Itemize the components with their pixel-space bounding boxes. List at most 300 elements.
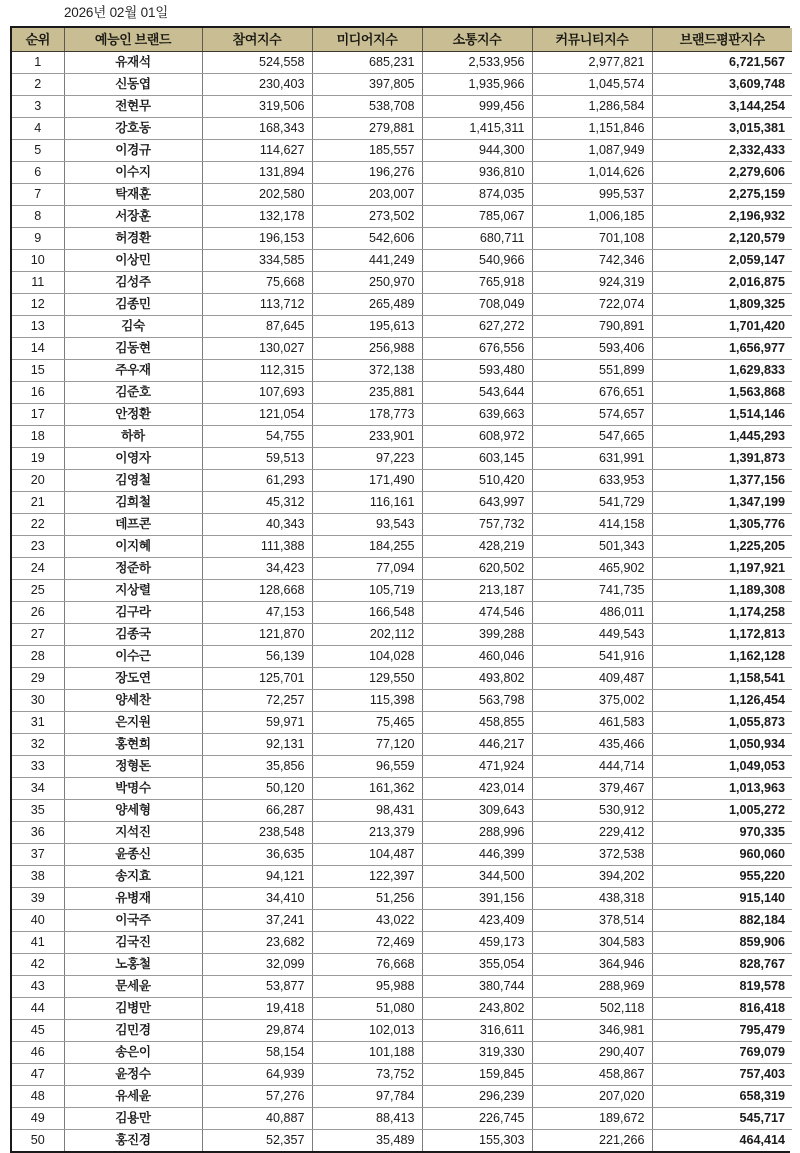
cell-communication: 563,798: [422, 690, 532, 712]
table-row[interactable]: [12, 536, 792, 558]
table-row[interactable]: [12, 360, 792, 382]
cell-media: 97,223: [312, 448, 422, 470]
cell-community: 2,977,821: [532, 52, 652, 74]
table-row[interactable]: [12, 976, 792, 998]
cell-brand: 김국진: [64, 932, 202, 954]
column-header-participation: 참여지수: [202, 28, 312, 52]
cell-participation: 66,287: [202, 800, 312, 822]
cell-brand: 하하: [64, 426, 202, 448]
cell-participation: 57,276: [202, 1086, 312, 1108]
cell-participation: 121,870: [202, 624, 312, 646]
cell-participation: 524,558: [202, 52, 312, 74]
table-row[interactable]: [12, 96, 792, 118]
cell-rank: 20: [12, 470, 64, 492]
cell-communication: 423,409: [422, 910, 532, 932]
cell-communication: 460,046: [422, 646, 532, 668]
cell-total: 2,120,579: [652, 228, 792, 250]
cell-community: 1,151,846: [532, 118, 652, 140]
table-row[interactable]: [12, 140, 792, 162]
cell-participation: 112,315: [202, 360, 312, 382]
cell-community: 207,020: [532, 1086, 652, 1108]
cell-media: 542,606: [312, 228, 422, 250]
table-row[interactable]: [12, 426, 792, 448]
cell-media: 88,413: [312, 1108, 422, 1130]
cell-brand: 전현무: [64, 96, 202, 118]
cell-participation: 35,856: [202, 756, 312, 778]
cell-communication: 608,972: [422, 426, 532, 448]
cell-brand: 서장훈: [64, 206, 202, 228]
cell-participation: 319,506: [202, 96, 312, 118]
cell-brand: 정형돈: [64, 756, 202, 778]
cell-rank: 1: [12, 52, 64, 74]
cell-rank: 2: [12, 74, 64, 96]
cell-total: 1,701,420: [652, 316, 792, 338]
cell-communication: 765,918: [422, 272, 532, 294]
cell-participation: 128,668: [202, 580, 312, 602]
table-row[interactable]: [12, 580, 792, 602]
cell-community: 924,319: [532, 272, 652, 294]
table-row[interactable]: [12, 888, 792, 910]
cell-brand: 이수근: [64, 646, 202, 668]
cell-media: 116,161: [312, 492, 422, 514]
table-row[interactable]: [12, 910, 792, 932]
cell-media: 72,469: [312, 932, 422, 954]
cell-rank: 28: [12, 646, 64, 668]
cell-rank: 38: [12, 866, 64, 888]
cell-rank: 35: [12, 800, 64, 822]
table-row[interactable]: [12, 712, 792, 734]
table-row[interactable]: [12, 602, 792, 624]
cell-participation: 168,343: [202, 118, 312, 140]
cell-brand: 송은이: [64, 1042, 202, 1064]
cell-community: 189,672: [532, 1108, 652, 1130]
cell-rank: 13: [12, 316, 64, 338]
cell-rank: 31: [12, 712, 64, 734]
cell-brand: 이상민: [64, 250, 202, 272]
cell-communication: 243,802: [422, 998, 532, 1020]
cell-brand: 주우재: [64, 360, 202, 382]
cell-total: 1,005,272: [652, 800, 792, 822]
cell-communication: 458,855: [422, 712, 532, 734]
cell-community: 742,346: [532, 250, 652, 272]
cell-rank: 19: [12, 448, 64, 470]
cell-community: 501,343: [532, 536, 652, 558]
cell-total: 6,721,567: [652, 52, 792, 74]
cell-brand: 송지효: [64, 866, 202, 888]
table-row[interactable]: [12, 690, 792, 712]
cell-community: 449,543: [532, 624, 652, 646]
table-row[interactable]: [12, 74, 792, 96]
cell-brand: 이수지: [64, 162, 202, 184]
cell-rank: 40: [12, 910, 64, 932]
cell-brand: 안정환: [64, 404, 202, 426]
cell-participation: 72,257: [202, 690, 312, 712]
table-row[interactable]: [12, 1130, 792, 1152]
cell-communication: 603,145: [422, 448, 532, 470]
cell-total: 1,347,199: [652, 492, 792, 514]
cell-community: 593,406: [532, 338, 652, 360]
cell-brand: 문세윤: [64, 976, 202, 998]
cell-community: 221,266: [532, 1130, 652, 1152]
cell-communication: 159,845: [422, 1064, 532, 1086]
cell-community: 790,891: [532, 316, 652, 338]
cell-rank: 10: [12, 250, 64, 272]
cell-community: 631,991: [532, 448, 652, 470]
cell-community: 486,011: [532, 602, 652, 624]
cell-total: 960,060: [652, 844, 792, 866]
cell-community: 722,074: [532, 294, 652, 316]
cell-community: 290,407: [532, 1042, 652, 1064]
cell-media: 203,007: [312, 184, 422, 206]
cell-total: 819,578: [652, 976, 792, 998]
cell-brand: 신동엽: [64, 74, 202, 96]
cell-total: 2,279,606: [652, 162, 792, 184]
ranking-table-container: [10, 26, 790, 1153]
cell-communication: 510,420: [422, 470, 532, 492]
table-row[interactable]: [12, 734, 792, 756]
cell-rank: 6: [12, 162, 64, 184]
table-row[interactable]: [12, 448, 792, 470]
cell-community: 379,467: [532, 778, 652, 800]
cell-community: 378,514: [532, 910, 652, 932]
cell-rank: 45: [12, 1020, 64, 1042]
cell-rank: 43: [12, 976, 64, 998]
cell-rank: 15: [12, 360, 64, 382]
table-row[interactable]: [12, 470, 792, 492]
cell-participation: 121,054: [202, 404, 312, 426]
cell-total: 816,418: [652, 998, 792, 1020]
table-row[interactable]: [12, 382, 792, 404]
table-row[interactable]: [12, 228, 792, 250]
cell-rank: 42: [12, 954, 64, 976]
cell-rank: 22: [12, 514, 64, 536]
cell-rank: 41: [12, 932, 64, 954]
cell-participation: 37,241: [202, 910, 312, 932]
table-row[interactable]: [12, 778, 792, 800]
cell-communication: 316,611: [422, 1020, 532, 1042]
cell-media: 166,548: [312, 602, 422, 624]
cell-media: 93,543: [312, 514, 422, 536]
table-row[interactable]: [12, 756, 792, 778]
cell-brand: 김민경: [64, 1020, 202, 1042]
cell-communication: 593,480: [422, 360, 532, 382]
cell-rank: 23: [12, 536, 64, 558]
cell-media: 372,138: [312, 360, 422, 382]
table-row[interactable]: [12, 800, 792, 822]
column-header-rank: 순위: [12, 28, 64, 52]
cell-total: 859,906: [652, 932, 792, 954]
cell-rank: 4: [12, 118, 64, 140]
cell-participation: 52,357: [202, 1130, 312, 1152]
cell-participation: 59,513: [202, 448, 312, 470]
table-row[interactable]: [12, 1086, 792, 1108]
cell-participation: 23,682: [202, 932, 312, 954]
cell-brand: 정준하: [64, 558, 202, 580]
cell-media: 75,465: [312, 712, 422, 734]
cell-participation: 34,410: [202, 888, 312, 910]
cell-rank: 30: [12, 690, 64, 712]
cell-community: 551,899: [532, 360, 652, 382]
cell-rank: 47: [12, 1064, 64, 1086]
cell-communication: 380,744: [422, 976, 532, 998]
cell-brand: 유병재: [64, 888, 202, 910]
report-date: 2026년 02월 01일: [64, 5, 169, 20]
cell-rank: 14: [12, 338, 64, 360]
cell-total: 2,016,875: [652, 272, 792, 294]
column-header-community: 커뮤니티지수: [532, 28, 652, 52]
cell-communication: 540,966: [422, 250, 532, 272]
cell-media: 185,557: [312, 140, 422, 162]
cell-media: 685,231: [312, 52, 422, 74]
cell-rank: 33: [12, 756, 64, 778]
cell-total: 915,140: [652, 888, 792, 910]
cell-participation: 114,627: [202, 140, 312, 162]
table-row[interactable]: [12, 404, 792, 426]
cell-communication: 471,924: [422, 756, 532, 778]
table-row[interactable]: [12, 118, 792, 140]
cell-total: 1,445,293: [652, 426, 792, 448]
cell-rank: 27: [12, 624, 64, 646]
cell-participation: 59,971: [202, 712, 312, 734]
cell-media: 96,559: [312, 756, 422, 778]
cell-participation: 94,121: [202, 866, 312, 888]
cell-community: 676,651: [532, 382, 652, 404]
table-row[interactable]: [12, 822, 792, 844]
cell-brand: 탁재훈: [64, 184, 202, 206]
cell-total: 828,767: [652, 954, 792, 976]
cell-brand: 은지원: [64, 712, 202, 734]
cell-brand: 윤정수: [64, 1064, 202, 1086]
cell-participation: 334,585: [202, 250, 312, 272]
cell-total: 1,809,325: [652, 294, 792, 316]
cell-participation: 107,693: [202, 382, 312, 404]
cell-brand: 김종민: [64, 294, 202, 316]
cell-total: 3,144,254: [652, 96, 792, 118]
table-row[interactable]: [12, 250, 792, 272]
cell-brand: 김구라: [64, 602, 202, 624]
cell-community: 530,912: [532, 800, 652, 822]
table-row[interactable]: [12, 514, 792, 536]
cell-total: 2,196,932: [652, 206, 792, 228]
cell-media: 73,752: [312, 1064, 422, 1086]
cell-brand: 김영철: [64, 470, 202, 492]
cell-total: 1,629,833: [652, 360, 792, 382]
cell-participation: 29,874: [202, 1020, 312, 1042]
cell-participation: 64,939: [202, 1064, 312, 1086]
cell-media: 273,502: [312, 206, 422, 228]
table-row[interactable]: [12, 844, 792, 866]
cell-rank: 9: [12, 228, 64, 250]
cell-community: 409,487: [532, 668, 652, 690]
brand-ranking-table: [12, 28, 792, 1151]
cell-participation: 32,099: [202, 954, 312, 976]
cell-rank: 8: [12, 206, 64, 228]
cell-participation: 45,312: [202, 492, 312, 514]
cell-brand: 홍진경: [64, 1130, 202, 1152]
cell-community: 547,665: [532, 426, 652, 448]
cell-total: 2,332,433: [652, 140, 792, 162]
cell-participation: 132,178: [202, 206, 312, 228]
cell-communication: 474,546: [422, 602, 532, 624]
cell-community: 541,916: [532, 646, 652, 668]
cell-brand: 박명수: [64, 778, 202, 800]
cell-community: 229,412: [532, 822, 652, 844]
cell-participation: 40,343: [202, 514, 312, 536]
cell-brand: 김숙: [64, 316, 202, 338]
cell-brand: 홍현희: [64, 734, 202, 756]
cell-total: 1,189,308: [652, 580, 792, 602]
cell-community: 372,538: [532, 844, 652, 866]
cell-participation: 56,139: [202, 646, 312, 668]
cell-community: 1,087,949: [532, 140, 652, 162]
cell-communication: 2,533,956: [422, 52, 532, 74]
cell-participation: 19,418: [202, 998, 312, 1020]
cell-community: 458,867: [532, 1064, 652, 1086]
cell-participation: 92,131: [202, 734, 312, 756]
cell-media: 441,249: [312, 250, 422, 272]
column-header-media: 미디어지수: [312, 28, 422, 52]
table-row[interactable]: [12, 52, 792, 74]
table-row[interactable]: [12, 316, 792, 338]
cell-participation: 125,701: [202, 668, 312, 690]
cell-media: 250,970: [312, 272, 422, 294]
table-row[interactable]: [12, 338, 792, 360]
cell-rank: 11: [12, 272, 64, 294]
cell-participation: 36,635: [202, 844, 312, 866]
cell-total: 970,335: [652, 822, 792, 844]
cell-rank: 3: [12, 96, 64, 118]
cell-total: 1,172,813: [652, 624, 792, 646]
cell-community: 1,014,626: [532, 162, 652, 184]
table-row[interactable]: [12, 1020, 792, 1042]
table-row[interactable]: [12, 272, 792, 294]
cell-total: 545,717: [652, 1108, 792, 1130]
cell-communication: 226,745: [422, 1108, 532, 1130]
table-row[interactable]: [12, 1108, 792, 1130]
cell-participation: 75,668: [202, 272, 312, 294]
cell-media: 97,784: [312, 1086, 422, 1108]
cell-total: 3,015,381: [652, 118, 792, 140]
cell-total: 1,162,128: [652, 646, 792, 668]
cell-community: 394,202: [532, 866, 652, 888]
cell-total: 769,079: [652, 1042, 792, 1064]
cell-media: 256,988: [312, 338, 422, 360]
cell-total: 658,319: [652, 1086, 792, 1108]
cell-participation: 50,120: [202, 778, 312, 800]
cell-media: 195,613: [312, 316, 422, 338]
table-row[interactable]: [12, 932, 792, 954]
cell-total: 2,275,159: [652, 184, 792, 206]
table-row[interactable]: [12, 1042, 792, 1064]
cell-brand: 김병만: [64, 998, 202, 1020]
cell-total: 1,514,146: [652, 404, 792, 426]
cell-rank: 46: [12, 1042, 64, 1064]
cell-participation: 202,580: [202, 184, 312, 206]
cell-participation: 131,894: [202, 162, 312, 184]
table-row[interactable]: [12, 558, 792, 580]
cell-media: 77,094: [312, 558, 422, 580]
table-row[interactable]: [12, 206, 792, 228]
cell-communication: 493,802: [422, 668, 532, 690]
cell-community: 541,729: [532, 492, 652, 514]
cell-community: 741,735: [532, 580, 652, 602]
cell-community: 304,583: [532, 932, 652, 954]
cell-participation: 58,154: [202, 1042, 312, 1064]
cell-brand: 데프콘: [64, 514, 202, 536]
cell-participation: 130,027: [202, 338, 312, 360]
cell-total: 1,377,156: [652, 470, 792, 492]
cell-rank: 49: [12, 1108, 64, 1130]
cell-rank: 32: [12, 734, 64, 756]
table-row[interactable]: [12, 162, 792, 184]
table-row[interactable]: [12, 492, 792, 514]
cell-communication: 757,732: [422, 514, 532, 536]
table-row[interactable]: [12, 624, 792, 646]
cell-communication: 999,456: [422, 96, 532, 118]
table-row[interactable]: [12, 1064, 792, 1086]
cell-media: 115,398: [312, 690, 422, 712]
cell-community: 444,714: [532, 756, 652, 778]
cell-rank: 26: [12, 602, 64, 624]
cell-brand: 지석진: [64, 822, 202, 844]
cell-community: 435,466: [532, 734, 652, 756]
cell-communication: 288,996: [422, 822, 532, 844]
cell-participation: 61,293: [202, 470, 312, 492]
cell-communication: 309,643: [422, 800, 532, 822]
cell-communication: 344,500: [422, 866, 532, 888]
cell-community: 502,118: [532, 998, 652, 1020]
cell-brand: 김종국: [64, 624, 202, 646]
cell-participation: 87,645: [202, 316, 312, 338]
table-row[interactable]: [12, 668, 792, 690]
cell-media: 77,120: [312, 734, 422, 756]
cell-total: 955,220: [652, 866, 792, 888]
cell-total: 1,305,776: [652, 514, 792, 536]
cell-media: 76,668: [312, 954, 422, 976]
cell-communication: 296,239: [422, 1086, 532, 1108]
cell-rank: 48: [12, 1086, 64, 1108]
table-row[interactable]: [12, 294, 792, 316]
table-row[interactable]: [12, 866, 792, 888]
cell-total: 1,049,053: [652, 756, 792, 778]
cell-total: 1,391,873: [652, 448, 792, 470]
table-row[interactable]: [12, 184, 792, 206]
table-header-row: [12, 28, 792, 52]
cell-participation: 196,153: [202, 228, 312, 250]
cell-media: 101,188: [312, 1042, 422, 1064]
cell-rank: 12: [12, 294, 64, 316]
table-row[interactable]: [12, 954, 792, 976]
table-row[interactable]: [12, 998, 792, 1020]
cell-brand: 강호동: [64, 118, 202, 140]
cell-participation: 111,388: [202, 536, 312, 558]
cell-community: 633,953: [532, 470, 652, 492]
table-row[interactable]: [12, 646, 792, 668]
cell-rank: 37: [12, 844, 64, 866]
cell-community: 995,537: [532, 184, 652, 206]
cell-brand: 유세윤: [64, 1086, 202, 1108]
cell-participation: 238,548: [202, 822, 312, 844]
cell-rank: 16: [12, 382, 64, 404]
cell-brand: 이영자: [64, 448, 202, 470]
cell-total: 2,059,147: [652, 250, 792, 272]
cell-participation: 230,403: [202, 74, 312, 96]
cell-rank: 18: [12, 426, 64, 448]
cell-total: 1,055,873: [652, 712, 792, 734]
cell-community: 1,045,574: [532, 74, 652, 96]
cell-media: 98,431: [312, 800, 422, 822]
cell-brand: 윤종신: [64, 844, 202, 866]
